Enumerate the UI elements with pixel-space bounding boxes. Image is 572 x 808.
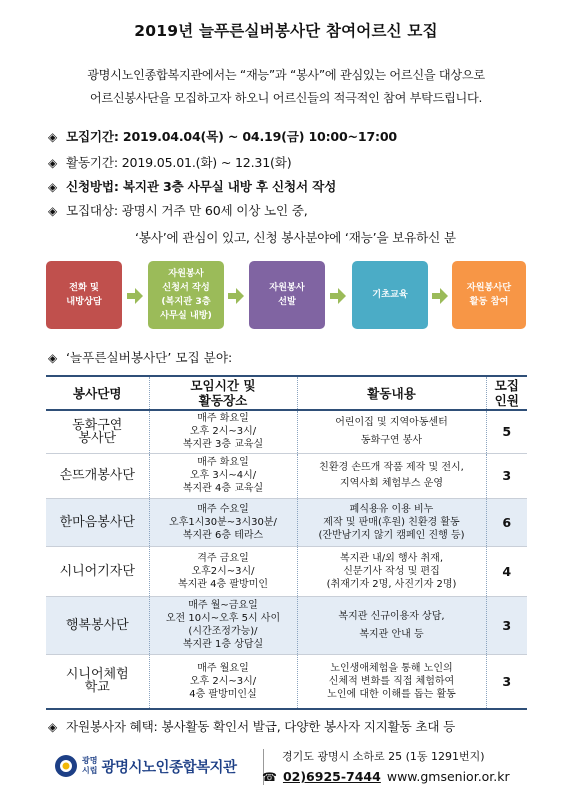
table-row bbox=[46, 410, 527, 453]
apply-method-text: 신청방법: 복지관 3층 사무실 내방 후 신청서 작성 bbox=[66, 179, 337, 194]
meeting-time-cell bbox=[149, 498, 297, 546]
logo-caption-line: 광명 bbox=[82, 756, 98, 765]
count-cell: 3 bbox=[486, 654, 527, 709]
intro-text bbox=[0, 64, 572, 110]
group-name-cell bbox=[46, 498, 149, 546]
recruitment-fields-heading-text: ‘늘푸른실버봉사단’ 모집 분야: bbox=[66, 350, 233, 365]
apply-method bbox=[48, 176, 336, 195]
cell-line: 신문기사 작성 및 편집 bbox=[343, 565, 440, 577]
header-text: 인원 bbox=[494, 393, 519, 408]
activity-cell bbox=[297, 498, 486, 546]
cell-line: 노인에 대한 이해를 돕는 활동 bbox=[327, 688, 456, 700]
group-name: 봉사단 bbox=[78, 430, 117, 446]
count-cell: 6 bbox=[486, 498, 527, 546]
cell-line: 매주 화요일 bbox=[197, 413, 249, 425]
diamond-bullet-icon: ◈ bbox=[48, 130, 58, 144]
activity-period-text: 활동기간: 2019.05.01.(화) ~ 12.31(화) bbox=[66, 155, 292, 170]
phone-number[interactable]: 02)6925-7444 bbox=[282, 769, 381, 784]
logo-caption bbox=[82, 756, 97, 776]
header-count bbox=[486, 376, 527, 410]
header-text: 모집 bbox=[494, 378, 519, 393]
group-name-cell bbox=[46, 654, 149, 709]
intro-line-1: 광명시노인종합복지관에서는 “재능”과 “봉사”에 관심있는 어르신을 대상으로 bbox=[87, 68, 485, 82]
cell-line: 매주 월~금요일 bbox=[188, 600, 258, 611]
cell-line: 지역사회 체험부스 운영 bbox=[340, 478, 443, 489]
arrow-right-icon bbox=[127, 288, 143, 304]
activity-cell bbox=[297, 596, 486, 654]
group-name: 시니어기자단 bbox=[59, 563, 135, 579]
flow-step-text: (복지관 3층 bbox=[161, 296, 211, 307]
header-activity: 활동내용 bbox=[297, 376, 486, 410]
diamond-bullet-icon: ◈ bbox=[48, 351, 58, 365]
meeting-time-cell bbox=[149, 453, 297, 498]
page-title: 2019년 늘푸른실버봉사단 참여어르신 모집 bbox=[134, 22, 438, 40]
org-name: 광명시노인종합복지관 bbox=[101, 759, 237, 776]
flow-step-text: 기초교육 bbox=[372, 289, 408, 300]
arrow-right-icon bbox=[228, 288, 244, 304]
flow-step-text: 자원봉사단 bbox=[466, 282, 512, 293]
arrow-right-icon bbox=[432, 288, 448, 304]
meeting-time-cell bbox=[149, 596, 297, 654]
group-name-cell bbox=[46, 546, 149, 596]
cell-line: 오후 3시~4시/ bbox=[189, 470, 257, 481]
group-name: 동화구연 bbox=[72, 417, 123, 433]
table-header-row bbox=[46, 376, 527, 410]
meeting-time-cell bbox=[149, 654, 297, 709]
group-name: 시니어체험 bbox=[65, 667, 129, 683]
cell-line: (시간조정가능)/ bbox=[188, 626, 258, 637]
flow-step-text: 자원봉사 bbox=[168, 268, 204, 279]
cell-line: 매주 화요일 bbox=[197, 457, 249, 468]
activity-cell bbox=[297, 654, 486, 709]
cell-line: 오후 2시~3시/ bbox=[189, 426, 257, 438]
cell-line: 친환경 손뜨개 작품 제작 및 전시, bbox=[319, 462, 464, 473]
diamond-bullet-icon: ◈ bbox=[48, 156, 58, 170]
intro-line-2: 어르신봉사단을 모집하고자 하오니 어르신들의 적극적인 참여 부탁드립니다. bbox=[89, 91, 483, 105]
volunteer-groups-table bbox=[46, 375, 527, 710]
volunteer-benefits bbox=[48, 716, 455, 735]
arrow-right-icon bbox=[330, 288, 346, 304]
cell-line: 복지관 안내 등 bbox=[359, 628, 424, 640]
cell-line: 복지관 내/외 행사 취재, bbox=[339, 552, 444, 564]
meeting-time-cell bbox=[149, 410, 297, 453]
group-name-cell bbox=[46, 453, 149, 498]
cell-line: 어린이집 및 지역아동센터 bbox=[335, 417, 448, 429]
flow-step-participation bbox=[452, 261, 526, 329]
cell-line: 복지관 4층 교육실 bbox=[182, 483, 264, 494]
flow-step-consultation bbox=[46, 261, 122, 329]
application-process-flow bbox=[0, 261, 572, 329]
recruit-target bbox=[48, 200, 456, 245]
count-cell: 5 bbox=[486, 410, 527, 453]
cell-line: (잔반남기지 않기 캠페인 진행 등) bbox=[318, 529, 465, 541]
cell-line: 동화구연 봉사 bbox=[360, 435, 423, 447]
cell-line: 매주 수요일 bbox=[197, 503, 249, 515]
meeting-time-cell bbox=[149, 546, 297, 596]
cell-line: 격주 금요일 bbox=[197, 552, 249, 564]
table-row bbox=[46, 654, 527, 709]
group-name: 행복봉사단 bbox=[65, 617, 129, 633]
flow-step-text: 내방상담 bbox=[66, 296, 102, 307]
table-row bbox=[46, 498, 527, 546]
flow-step-text: 신청서 작성 bbox=[162, 282, 210, 293]
recruitment-fields-heading bbox=[48, 347, 232, 366]
group-name-cell bbox=[46, 410, 149, 453]
flow-step-text: 자원봉사 bbox=[269, 282, 305, 293]
recruit-target-continued: ‘봉사’에 관심이 있고, 신청 봉사분야에 ‘재능’을 보유하신 분 bbox=[135, 230, 456, 245]
cell-line: 복지관 4층 팔방미인 bbox=[178, 578, 268, 590]
activity-period bbox=[48, 152, 291, 171]
cell-line: 오후1시30분~3시30분/ bbox=[169, 516, 277, 528]
activity-cell bbox=[297, 546, 486, 596]
table-row bbox=[46, 546, 527, 596]
group-name-cell bbox=[46, 596, 149, 654]
activity-cell bbox=[297, 453, 486, 498]
flow-step-text: 전화 및 bbox=[69, 282, 99, 293]
cell-line: (취재기자 2명, 사진기자 2명) bbox=[326, 578, 457, 590]
city-emblem-icon bbox=[54, 754, 78, 778]
count-cell: 3 bbox=[486, 596, 527, 654]
cell-line: 복지관 1층 상담실 bbox=[182, 639, 264, 650]
flow-step-application bbox=[148, 261, 224, 329]
cell-line: 오전 10시~오후 5시 사이 bbox=[165, 613, 281, 624]
header-text: 모임시간 및 bbox=[190, 378, 256, 393]
activity-cell bbox=[297, 410, 486, 453]
count-cell: 3 bbox=[486, 453, 527, 498]
cell-line: 복지관 3층 교육실 bbox=[182, 439, 264, 451]
diamond-bullet-icon: ◈ bbox=[48, 720, 58, 734]
diamond-bullet-icon: ◈ bbox=[48, 204, 58, 218]
org-contact bbox=[262, 769, 510, 784]
header-text: 활동장소 bbox=[198, 393, 248, 408]
table-row bbox=[46, 596, 527, 654]
header-group-name: 봉사단명 bbox=[46, 376, 149, 410]
cell-line: 매주 월요일 bbox=[197, 662, 249, 674]
flow-step-training bbox=[352, 261, 428, 329]
cell-line: 노인생애체험을 통해 노인의 bbox=[330, 662, 453, 674]
flow-step-selection bbox=[249, 261, 325, 329]
count-cell: 4 bbox=[486, 546, 527, 596]
flow-step-text: 선발 bbox=[278, 296, 296, 307]
recruit-target-text: 모집대상: 광명시 거주 만 60세 이상 노인 중, bbox=[66, 203, 308, 218]
org-logo bbox=[54, 754, 237, 778]
cell-line: 복지관 6층 테라스 bbox=[182, 529, 264, 541]
website-link[interactable]: www.gmsenior.or.kr bbox=[386, 769, 510, 784]
phone-icon: ☎ bbox=[262, 770, 277, 784]
volunteer-benefits-text: 자원봉사자 혜택: 봉사활동 확인서 발급, 다양한 봉사자 지지활동 초대 등 bbox=[66, 719, 456, 734]
cell-line: 제작 및 판매(후원) 친환경 활동 bbox=[323, 516, 460, 528]
group-name: 한마음봉사단 bbox=[59, 514, 135, 530]
recruit-period bbox=[48, 126, 397, 145]
flow-step-text: 활동 참여 bbox=[469, 296, 509, 307]
logo-caption-line: 시립 bbox=[82, 766, 98, 775]
header-meeting-time bbox=[149, 376, 297, 410]
cell-line: 폐식용유 이용 비누 bbox=[349, 503, 434, 515]
diamond-bullet-icon: ◈ bbox=[48, 180, 58, 194]
group-name: 손뜨개봉사단 bbox=[59, 468, 135, 483]
cell-line: 복지관 신규이용자 상담, bbox=[338, 610, 445, 622]
flow-step-text: 사무실 내방) bbox=[160, 310, 212, 321]
group-name: 학교 bbox=[84, 680, 110, 696]
org-address: 경기도 광명시 소하로 25 (1동 1291번지) bbox=[282, 750, 485, 763]
cell-line: 오후 2시~3시/ bbox=[189, 675, 257, 687]
recruit-period-text: 모집기간: 2019.04.04(목) ~ 04.19(금) 10:00~17:00 bbox=[66, 129, 397, 144]
cell-line: 신체적 변화를 직접 체험하여 bbox=[328, 675, 455, 687]
cell-line: 오후2시~3시/ bbox=[191, 565, 255, 577]
cell-line: 4층 팔방미인실 bbox=[189, 688, 257, 700]
table-row bbox=[46, 453, 527, 498]
